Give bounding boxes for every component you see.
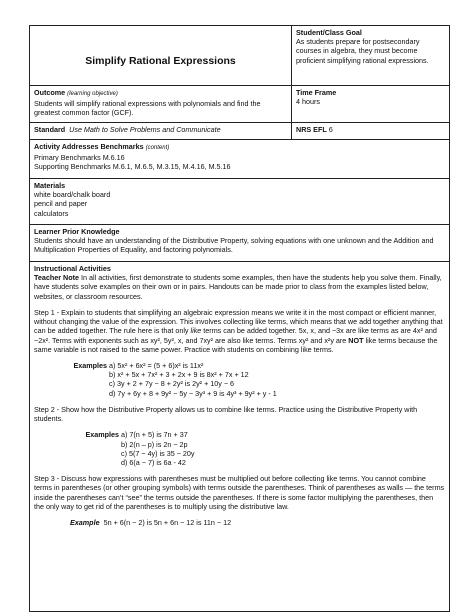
nrs-heading: NRS EFL: [296, 125, 327, 134]
final-example-label: Example: [70, 518, 100, 528]
standard-heading: Standard: [34, 125, 66, 134]
step-1-text: [34, 308, 445, 354]
benchmarks-note: (content): [145, 145, 170, 151]
outcome-row: [30, 86, 449, 123]
step-2-text: Step 2 - Show how the Distributive Property allows us to combine like terms. Practice using the Distributive Property with students.: [34, 404, 418, 424]
example-line: d) 7y + 6y + 8 + 9y² − 5y − 3y³ + 9 is 4y³ + 9y² + y - 1: [109, 388, 277, 398]
benchmarks-heading: Activity Addresses Benchmarks: [34, 142, 144, 151]
outcome-text: Students will simplify rational expressions with polynomials and find the greatest common factor (GCF).: [34, 98, 261, 117]
material-item: pencil and paper: [34, 199, 88, 209]
final-example: [34, 518, 445, 527]
materials-cell: [30, 179, 449, 224]
outcome-cell: [30, 86, 292, 122]
examples-2: [34, 430, 445, 467]
teacher-note-text: In all activities, first demonstrate to students some examples, then have the students help you solve them. Finally, have students solve examples on their own or in pairs. Handouts can be made prior to class from the examples listed below, websites, or classroom resources.: [34, 273, 442, 301]
materials-row: [30, 179, 449, 225]
materials-heading: Materials: [34, 181, 66, 190]
supporting-benchmarks: Supporting Benchmarks M.6.1, M.6.5, M.3.15, M.4.16, M.5.16: [34, 161, 231, 171]
prior-knowledge-row: [30, 225, 449, 262]
standard-text: Use Math to Solve Problems and Communicate: [69, 125, 221, 134]
step-1-part-c: like terms because the same variable is not raised to the same power. Practice with students on combining like terms.: [34, 335, 438, 354]
benchmarks-row: [30, 140, 449, 179]
material-item: white board/chalk board: [34, 190, 111, 200]
final-example-text: 5n + 6(n − 2) is 5n + 6n − 12 is 11n − 12: [103, 518, 232, 528]
step-1-not: NOT: [348, 335, 364, 345]
goal-text: As students prepare for postsecondary courses in algebra, they must become proficient simplifying rational expressions.: [296, 37, 429, 65]
nrs-value: 6: [328, 125, 333, 134]
outcome-heading: Outcome: [34, 88, 66, 97]
example-line: b) 2(n – p) is 2n − 2p: [121, 439, 188, 449]
standard-row: [30, 123, 449, 140]
material-item: calculators: [34, 208, 69, 218]
title-cell: [30, 26, 292, 85]
example-line: c) 5(7 − 4y) is 35 − 20y: [121, 448, 195, 458]
example-line: d) 6(a − 7) is 6a - 42: [121, 457, 186, 467]
standard-cell: [30, 123, 292, 139]
nrs-cell: [292, 123, 449, 139]
benchmarks-cell: [30, 140, 449, 178]
examples-1: [34, 361, 445, 398]
primary-benchmarks: Primary Benchmarks M.6.16: [34, 152, 125, 162]
step-1-like: like: [190, 326, 202, 336]
page-title: Simplify Rational Expressions: [85, 55, 236, 67]
prior-knowledge-text: Students should have an understanding of the Distributive Property, solving equations with one unknown and the Addition and Multiplication Properties of Equality, and factoring polynomials.: [34, 236, 434, 255]
example-line: b) x² + 5x + 7x² + 3 + 2x + 9 is 8x² + 7x + 12: [109, 370, 249, 380]
step-1-part-b: terms can be added together. 5x, x, and −3x are like terms as are 4x² and −2x². Terms with exponents such as xy², 5y², x, and 7xy² are also like terms. Terms xy² and x²y are: [34, 326, 437, 345]
goal-heading: Student/Class Goal: [296, 28, 362, 37]
examples-1-label: Examples: [73, 360, 107, 370]
time-frame-text: 4 hours: [296, 97, 320, 107]
example-line: a) 7(n + 5) is 7n + 37: [121, 430, 188, 440]
teacher-note-label: Teacher Note: [34, 273, 80, 283]
prior-knowledge-heading: Learner Prior Knowledge: [34, 227, 120, 236]
activities-row: [30, 262, 449, 612]
time-frame-cell: [292, 86, 449, 122]
example-line: c) 3y + 2 + 7y − 8 + 2y² is 2y² + 10y − 6: [109, 379, 235, 389]
goal-cell: [292, 26, 449, 85]
example-line: a) 5x² + 6x² = (5 + 6)x² is 11x²: [109, 360, 204, 370]
activities-heading: Instructional Activities: [34, 264, 111, 273]
step-3-text: Step 3 - Discuss how expressions with parentheses must be multiplied out before collecting like terms. You cannot combine terms in parentheses (or other grouping symbols) with terms outside the parentheses. Think of parentheses as walls — the terms inside the parentheses can’t “see” the terms outside the parentheses. If there is some factor multiplying the parentheses, then the only way to get rid of the parentheses is to multiply using the distributive law.: [34, 474, 445, 511]
title-row: [30, 26, 449, 86]
outcome-note: (learning objective): [67, 91, 118, 97]
lesson-plan-sheet: [29, 25, 450, 612]
step-1-part-a: Step 1 - Explain to students that simplifying an algebraic expression means we write it in the most compact or efficient manner, without changing the value of the expression. This involves collecting like terms, which means that we add together anything that can be added together. The rule here is that only: [34, 307, 443, 336]
teacher-note: [34, 273, 445, 301]
activities-cell: [30, 262, 449, 612]
prior-knowledge-cell: [30, 225, 449, 261]
time-frame-heading: Time Frame: [296, 88, 337, 97]
examples-2-label: Examples: [85, 430, 119, 440]
